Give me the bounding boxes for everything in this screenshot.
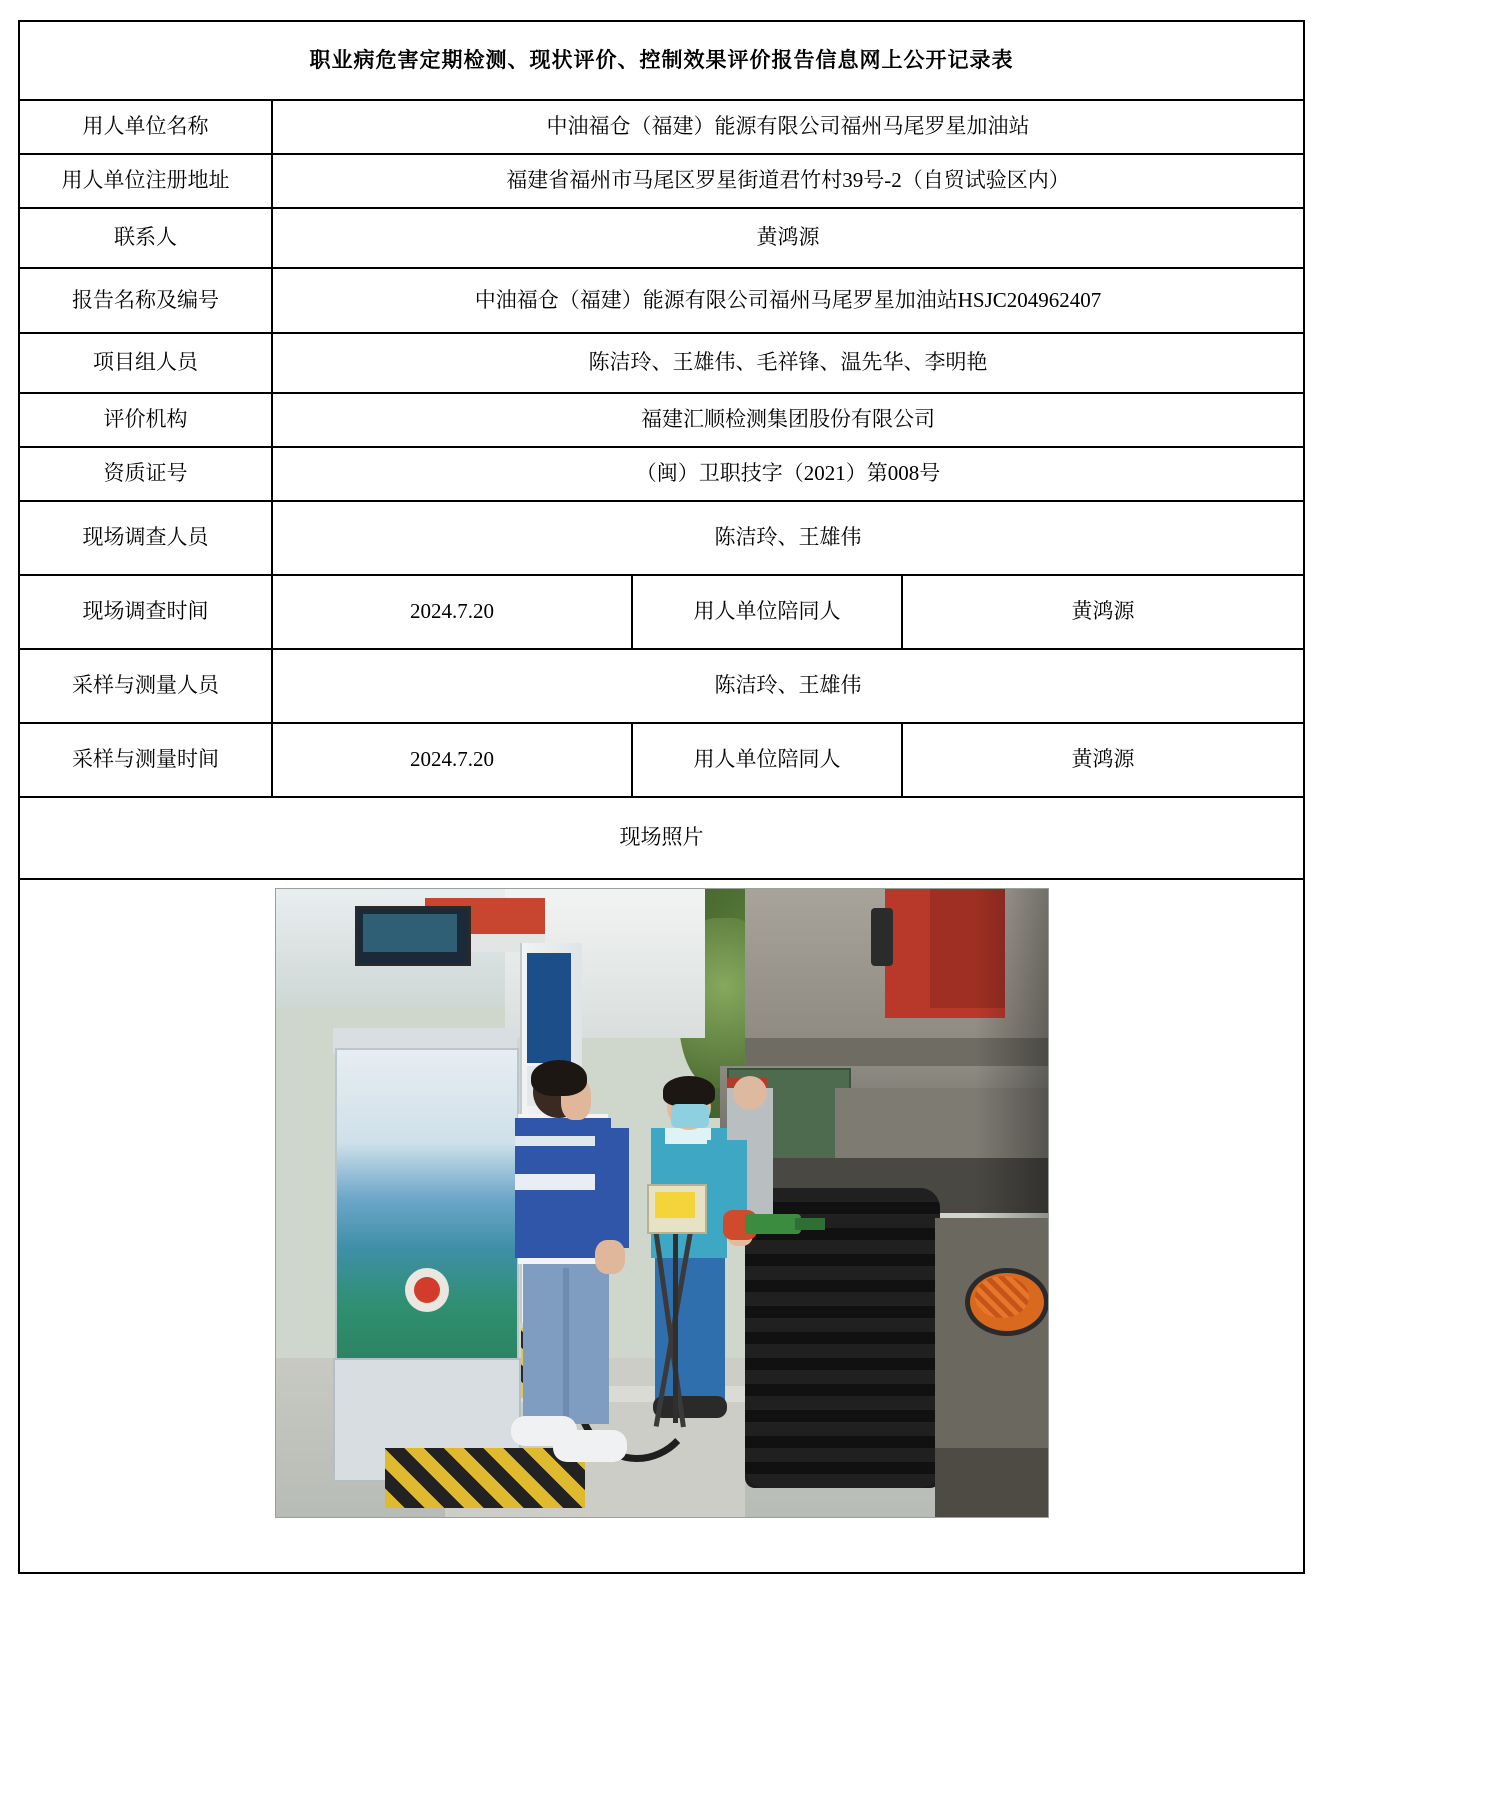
row-label-employer-name: 用人单位名称 — [19, 100, 272, 154]
table-row — [19, 575, 1304, 649]
site-photo — [275, 888, 1049, 1518]
row-value-sampling-date: 2024.7.20 — [272, 723, 632, 797]
table-row — [19, 649, 1304, 723]
row-value-qualification-number: （闽）卫职技字（2021）第008号 — [272, 447, 1304, 501]
row-label-evaluation-org: 评价机构 — [19, 393, 272, 447]
table-row-photo-caption — [19, 797, 1304, 879]
row-value-sampling-staff: 陈洁玲、王雄伟 — [272, 649, 1304, 723]
table-row — [19, 208, 1304, 268]
row-label-employer-address: 用人单位注册地址 — [19, 154, 272, 208]
row-label-sampling-time: 采样与测量时间 — [19, 723, 272, 797]
row-label-site-survey-time: 现场调查时间 — [19, 575, 272, 649]
row-value-site-survey-staff: 陈洁玲、王雄伟 — [272, 501, 1304, 575]
table-row — [19, 723, 1304, 797]
table-row — [19, 154, 1304, 208]
row-value-project-team: 陈洁玲、王雄伟、毛祥锋、温先华、李明艳 — [272, 333, 1304, 393]
row-value-evaluation-org: 福建汇顺检测集团股份有限公司 — [272, 393, 1304, 447]
table-row — [19, 100, 1304, 154]
row-value-contact-person: 黄鸿源 — [272, 208, 1304, 268]
record-table — [18, 20, 1305, 1574]
table-row — [19, 501, 1304, 575]
photo-section-caption: 现场照片 — [19, 797, 1304, 879]
row-value-employer-address: 福建省福州市马尾区罗星街道君竹村39号-2（自贸试验区内） — [272, 154, 1304, 208]
row-label-qualification-number: 资质证号 — [19, 447, 272, 501]
table-row — [19, 333, 1304, 393]
row-label-project-team: 项目组人员 — [19, 333, 272, 393]
table-row-photo — [19, 879, 1304, 1573]
table-row-title — [19, 21, 1304, 100]
table-row — [19, 268, 1304, 333]
row-value-employer-name: 中油福仓（福建）能源有限公司福州马尾罗星加油站 — [272, 100, 1304, 154]
row-label-sampling-staff: 采样与测量人员 — [19, 649, 272, 723]
photo-cell — [19, 879, 1304, 1573]
row-label-report-name-number: 报告名称及编号 — [19, 268, 272, 333]
row-value-report-name-number: 中油福仓（福建）能源有限公司福州马尾罗星加油站HSJC204962407 — [272, 268, 1304, 333]
table-row — [19, 447, 1304, 501]
row-value-site-survey-date: 2024.7.20 — [272, 575, 632, 649]
photo-wrap — [20, 880, 1303, 1572]
row-label-sampling-accompany: 用人单位陪同人 — [632, 723, 902, 797]
page-title: 职业病危害定期检测、现状评价、控制效果评价报告信息网上公开记录表 — [19, 21, 1304, 100]
row-label-survey-accompany: 用人单位陪同人 — [632, 575, 902, 649]
row-label-site-survey-staff: 现场调查人员 — [19, 501, 272, 575]
row-label-contact-person: 联系人 — [19, 208, 272, 268]
row-value-sampling-accompany: 黄鸿源 — [902, 723, 1304, 797]
table-row — [19, 393, 1304, 447]
row-value-survey-accompany: 黄鸿源 — [902, 575, 1304, 649]
photo-frame — [275, 888, 1049, 1518]
